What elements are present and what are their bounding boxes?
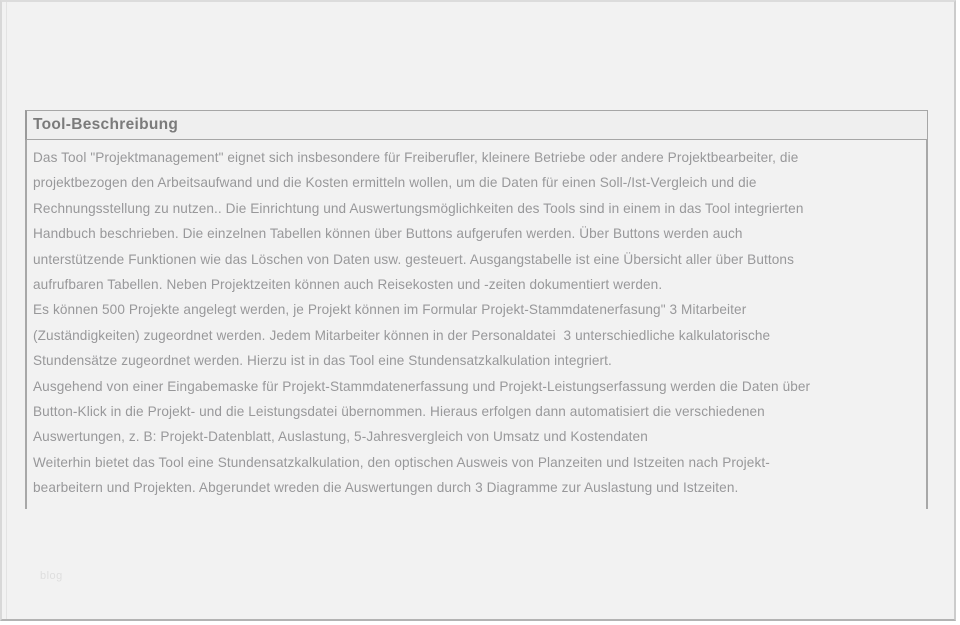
text-line: bearbeitern und Projekten. Abgerundet wreden die Auswertungen durch 3 Diagramme zur Auslastung und Istzeiten.	[33, 480, 739, 496]
watermark: blog	[40, 570, 63, 582]
text-line: aufrufbaren Tabellen. Neben Projektzeiten können auch Reisekosten und -zeiten dokumentiert werden.	[33, 277, 663, 293]
text-line: Rechnungsstellung zu nutzen.. Die Einrichtung und Auswertungsmöglichkeiten des Tools sind in einem in das Tool integrierten	[33, 200, 804, 216]
description-text	[25, 140, 928, 509]
section-title: Tool-Beschreibung	[33, 116, 179, 133]
text-line: Weiterhin bietet das Tool eine Stundensatzkalkulation, den optischen Ausweis von Planzeiten und Istzeiten nach Projekt-	[33, 454, 770, 470]
section-header	[25, 110, 928, 140]
text-line: Es können 500 Projekte angelegt werden, je Projekt können im Formular Projekt-Stammdatenerfasung" 3 Mitarbeiter	[33, 302, 747, 318]
text-line: (Zuständigkeiten) zugeordnet werden. Jedem Mitarbeiter können in der Personaldatei 3 unterschiedliche kalkulatorische	[33, 327, 771, 343]
text-line: Stundensätze zugeordnet werden. Hierzu ist in das Tool eine Stundensatzkalkulation integriert.	[33, 353, 612, 369]
page-left-edge-line	[6, 2, 7, 619]
text-line: Ausgehend von einer Eingabemaske für Projekt-Stammdatenerfassung und Projekt-Leistungserfassung werden die Daten über	[33, 378, 811, 394]
text-line: Handbuch beschrieben. Die einzelnen Tabellen können über Buttons aufgerufen werden. Über Buttons werden auch	[33, 226, 743, 242]
text-line: unterstützende Funktionen wie das Löschen von Daten usw. gesteuert. Ausgangstabelle ist eine Übersicht aller über Buttons	[33, 251, 794, 267]
tool-description-box	[25, 110, 928, 509]
text-line: projektbezogen den Arbeitsaufwand und die Kosten ermitteln wollen, um die Daten für einen Soll-/Ist-Vergleich und die	[33, 175, 757, 191]
text-line: Auswertungen, z. B: Projekt-Datenblatt, Auslastung, 5-Jahresvergleich von Umsatz und Kostendaten	[33, 429, 648, 445]
text-line: Das Tool "Projektmanagement" eignet sich insbesondere für Freiberufler, kleinere Betriebe oder andere Projektbearbeiter, die	[33, 150, 799, 165]
text-line: Button-Klick in die Projekt- und die Leistungsdatei übernommen. Hieraus erfolgen dann automatisiert die verschiedenen	[33, 404, 765, 420]
